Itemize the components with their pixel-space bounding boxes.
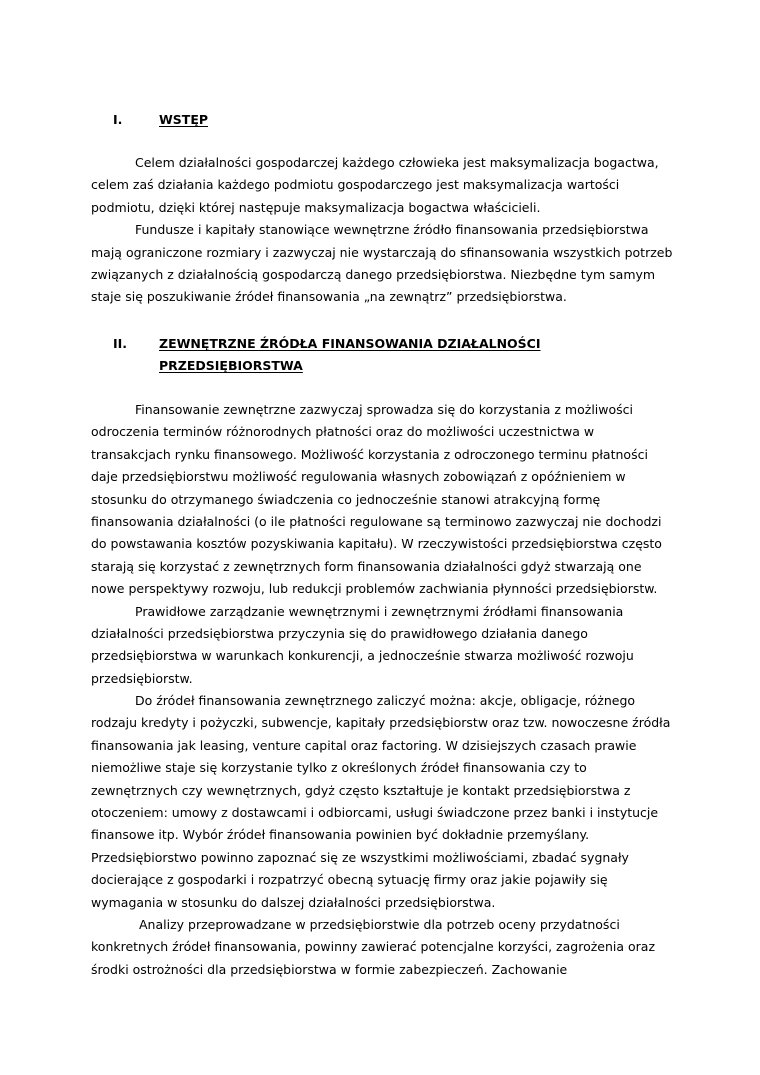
section-2-title <box>159 333 619 377</box>
text-line: staje się poszukiwanie źródeł finansowania „na zewnątrz” przedsiębiorstwa. <box>91 289 567 305</box>
text-line: działalności przedsiębiorstwa przyczynia się do prawidłowego działania danego <box>91 625 588 641</box>
section-1-title <box>159 109 619 131</box>
text-line: celem zaś działania każdego podmiotu gospodarczego jest maksymalizacja wartości <box>91 177 620 193</box>
text-line: konkretnych źródeł finansowania, powinny zawierać potencjalne korzyści, zagrożenia oraz <box>91 939 656 955</box>
text-line: Analizy przeprowadzane w przedsiębiorstwie dla potrzeb oceny przydatności <box>139 916 620 932</box>
text-line: starają się korzystać z zewnętrznych form finansowania działalności gdyż stwarzają one <box>91 558 642 574</box>
section-2-number: II. <box>113 336 128 351</box>
text-line: finansowania jak leasing, venture capital oraz factoring. W dzisiejszych czasach prawie <box>91 737 637 753</box>
text-line: związanych z działalnością gospodarczą danego przedsiębiorstwa. Niezbędne tym samym <box>91 266 656 282</box>
text-line: Celem działalności gospodarczej każdego człowieka jest maksymalizacja bogactwa, <box>135 155 659 170</box>
text-line: stosunku do otrzymanego świadczenia co jednocześnie stanowi atrakcyjną formę <box>91 491 601 507</box>
text-line: otoczeniem: umowy z dostawcami i odbiorcami, usługi świadczone przez banki i instytucje <box>91 805 659 821</box>
section-2-title-line-1: ZEWNĘTRZNE ŹRÓDŁA FINANSOWANIA DZIAŁALNOŚCI <box>159 336 541 351</box>
text-line: transakcjach rynku finansowego. Możliwość korzystania z odroczonego terminu płatności <box>91 446 648 462</box>
text-line: rodzaju kredyty i pożyczki, subwencje, kapitały przedsiębiorstw oraz tzw. nowoczesne źródła <box>91 715 671 731</box>
text-line: odroczenia terminów różnorodnych płatności oraz do możliwości uczestnictwa w <box>91 424 595 440</box>
text-line: wymagania w stosunku do dalszej działalności przedsiębiorstwa. <box>91 894 496 910</box>
text-line: do powstawania kosztów pozyskiwania kapitału). W rzeczywistości przedsiębiorstwa często <box>91 536 662 552</box>
text-line: nowe perspektywy rozwoju, lub redukcji problemów zachwiania płynności przedsiębiorstw. <box>91 581 658 597</box>
text-line: przedsiębiorstw. <box>91 670 193 686</box>
text-line: podmiotu, dzięki której następuje maksymalizacja bogactwa właścicieli. <box>91 199 541 215</box>
text-line: środki ostrożności dla przedsiębiorstwa w formie zabezpieczeń. Zachowanie <box>91 961 568 977</box>
text-line: finansowe itp. Wybór źródeł finansowania powinien być dokładnie przemyślany. <box>91 827 590 843</box>
text-line: zewnętrznych czy wewnętrznych, gdyż często kształtuje je kontakt przedsiębiorstwa z <box>91 782 631 798</box>
text-line: docierające z gospodarki i rozpatrzyć obecną sytuację firmy oraz jakie pojawiły się <box>91 872 608 888</box>
section-2-body <box>91 399 691 981</box>
section-2-title-line-2: PRZEDSIĘBIORSTWA <box>159 358 303 373</box>
text-line: Fundusze i kapitały stanowiące wewnętrzne źródło finansowania przedsiębiorstwa <box>135 222 649 238</box>
text-line: mają ograniczone rozmiary i zazwyczaj nie wystarczają do sfinansowania wszystkich potrzeb <box>91 244 673 260</box>
section-1-body <box>91 152 691 309</box>
section-1-title-text: WSTĘP <box>159 112 209 127</box>
text-line: Prawidłowe zarządzanie wewnętrznymi i zewnętrznymi źródłami finansowania <box>135 603 624 619</box>
text-line: niemożliwe staje się korzystanie tylko z określonych źródeł finansowania czy to <box>91 760 587 776</box>
section-1-number: I. <box>113 112 123 127</box>
text-line: Finansowanie zewnętrzne zazwyczaj sprowadza się do korzystania z możliwości <box>135 402 633 417</box>
text-line: daje przedsiębiorstwu możliwość regulowania własnych zobowiązań z opóźnieniem w <box>91 469 626 485</box>
text-line: finansowania działalności (o ile płatności regulowane są terminowo zazwyczaj nie dochodzi <box>91 513 662 529</box>
text-line: Do źródeł finansowania zewnętrznego zaliczyć można: akcje, obligacje, różnego <box>135 693 636 709</box>
text-line: Przedsiębiorstwo powinno zapoznać się ze wszystkimi możliwościami, zbadać sygnały <box>91 849 629 865</box>
text-line: przedsiębiorstwa w warunkach konkurencji, a jednocześnie stwarza możliwość rozwoju <box>91 648 634 664</box>
